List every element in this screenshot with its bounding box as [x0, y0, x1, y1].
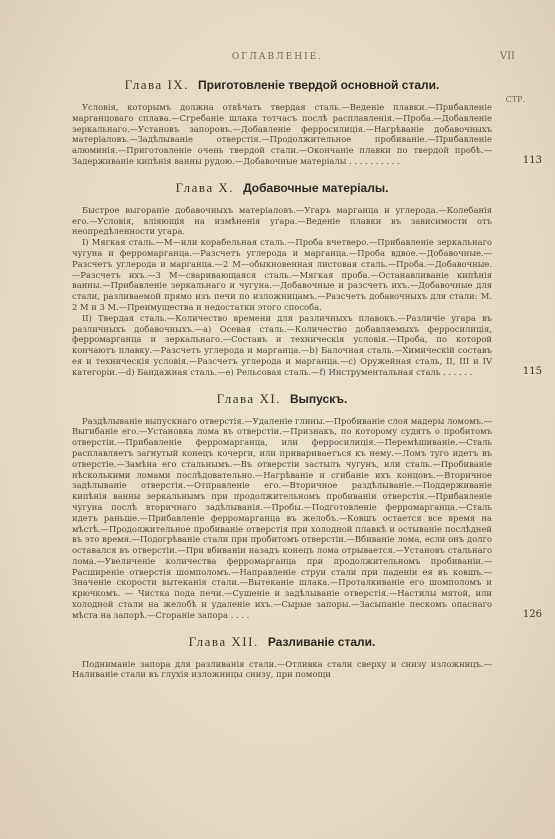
chapter-heading: [72, 76, 492, 93]
chapter-heading: [72, 179, 492, 196]
leader-dots: . . . .: [228, 609, 250, 620]
page-number: 126: [522, 608, 542, 620]
chapter-12: [72, 633, 492, 681]
page-folio: VII: [499, 51, 515, 62]
chapter-summary: Подниманіе запора для разливанія стали.—Отливка стали сверху и снизу изложницъ.—Наливаніе стали въ глухія изложницы снизу, при помощи: [72, 658, 492, 680]
chapter-summary: [72, 415, 542, 621]
chapter-summary: I) Мягкая сталь.—М—или корабельная сталь.—Проба вчетверо.—Прибавленіе зеркальнаго чугуна и ферромарганца.—Разсчетъ углерода и марганца.—Проба вдвое.—Добавочные.—Разсчетъ углерода и марганца.—2 М—обыкновенная листовая сталь.—Проба.—Добавочные.—Разсчетъ ихъ.—3 М—сваривающаяся сталь.—Мягкая проба.—Останавливаніе кипѣнія ванны.—Прибавленіе зеркальнаго и чугуна.—Добавочные и разсчетъ ихъ.—Добавочные для стали, разливаемой прямо изъ печи по изложницамъ.—Разсчетъ добавочныхъ для стали: М. 2 М и 3 М.—Преимущества и недостатки этого способа.: [72, 237, 492, 312]
chapter-heading: [72, 633, 492, 650]
chapter-11: [72, 390, 542, 621]
chapter-title: Выпускъ.: [290, 391, 348, 406]
chapter-10: [72, 179, 542, 378]
chapter-summary: [72, 312, 542, 378]
chapter-number: Глава X.: [175, 179, 234, 195]
chapter-title: Разливаніе стали.: [267, 634, 376, 649]
chapter-number: Глава IX.: [124, 77, 189, 92]
chapter-summary: [72, 102, 542, 167]
chapter-number: Глава XI.: [216, 390, 281, 406]
leader-dots: . . . . . . . . . .: [346, 155, 400, 166]
summary-text: Условія, которымъ должна отвѣчать твердая сталь.—Веденіе плавки.—Прибавленіе марганцоваго сплава.—Сгребаніе шлака тотчасъ послѣ расплавленія.—Проба.—Добавленіе зеркальнаго.—Установъ запоровъ.—Добавленіе ферросилиція.—Нагрѣваніе добавочныхъ матеріаловъ.—Задѣлываніе отверстія.—Продолжительное пробиваніе.—Прибавленіе алюминія.—Приготовленіе очень твердой стали.—Окончаніе плавки по твердой пробѣ.—Задерживаніе кипѣнія ванны рудою.—Добавочные матеріалы: [72, 102, 492, 166]
table-of-contents: [72, 76, 542, 692]
page-column-label: СТР.: [505, 95, 525, 104]
page-number: 115: [522, 365, 542, 377]
chapter-summary: Быстрое выгораніе добавочныхъ матеріаловъ.—Угаръ марганца и углерода.—Колебанія его.—Условія, вліяющія на измѣненія угара.—Веденіе плавки въ зависимости отъ неопредѣленности угара.: [72, 204, 492, 237]
chapter-title: Добавочные матеріалы.: [243, 180, 389, 195]
leader-dots: . . . . . .: [440, 366, 473, 377]
chapter-number: Глава XII.: [188, 633, 259, 649]
chapter-title: Приготовленіе твердой основной стали.: [198, 78, 440, 92]
summary-text: Раздѣлываніе выпускнаго отверстія.—Удаленіе глины.—Пробиваніе слоя мадеры ломомъ.—Выгибаніе его.—Установка лома въ отверстіи.—Признакъ, по которому судятъ о пробитомъ отверстіи.—Прибавленіе ферромарганца, или ферросилиція.—Перемѣшиваніе.—Сталь расплавляетъ загнутый конецъ кочерги, или привариваетъся къ нему.—Ломъ туго идетъ въ отверстіе.—Замѣна его стальнымъ.—Въ отверстіи застылъ чугунъ, или сталь.—Пробиваніе нѣсколькими ломами послѣдовательно.—Нагрѣваніе и сгибаніе ихъ концовъ.—Вторичное задѣлываніе отверстія.—Отправленіе его.—Вторичное раздѣлываніе.—Поддерживаніе кипѣнія ванны зеркальнымъ при продолжительномъ пробиваніи отверстія.—Прибавленіе чугуна послѣ вторичнаго задѣлыванія.—Пробы.—Подготовленіе ферромарганца.—Сталь идетъ раньше.—Прибавленіе ферромарганца въ желобъ.—Ковшъ остается все время на мѣстѣ.—Продолжительное пробиваніе отверстія при холодной плавкѣ и остываніе послѣдней въ это время.—Подогрѣваніе стали при пробитомъ отверстіи.—Вбиваніе лома, если онъ долго оставался въ отверстіи.—При вбиваніи назадъ конецъ лома отрывается.—Установъ стальнаго лома.—Увеличеніе количества ферромарганца при продолжительномъ пробиваніи.—Расширеніе отверстія шомполомъ.—Направленіе струи стали при паденіи ея въ ковшъ.—Значеніе скорости вытеканія стали.—Вытеканіе шлака.—Проталкиваніе его шомполомъ и крючкомъ. — Чистка пода печи.—Сушеніе и задѣлываніе отверстія.—Настилы мятой, или холодной стали на желобѣ и удаленіе ихъ.—Сырые запоры.—Засыпаніе пескомъ опаснаго мѣста на запорѣ.—Сгораніе запора: [72, 415, 492, 620]
page-number: 113: [522, 154, 542, 166]
running-head: ОГЛАВЛЕНІЕ.: [231, 52, 324, 62]
summary-text: II) Твердая сталь.—Количество времени для различныхъ плавокъ.—Различіе угара въ различныхъ добавочныхъ.—а) Осевая сталь.—Количество добавляемыхъ ферросилиція, ферромарганца и зеркальнаго.—Составъ и техническія условія.—Проба, по которой кончаютъ плавку.—Разсчетъ углерода и марганца.—b) Балочная сталь.—Химическій составъ ея и техническія условія.—Разсчетъ углерода и марганца.—с) Оружейная сталь, II, III и IV категоріи.—d) Бандажная сталь.—е) Рельсовая сталь.—f) Инструментальная сталь: [72, 312, 492, 377]
chapter-heading: [72, 390, 492, 407]
